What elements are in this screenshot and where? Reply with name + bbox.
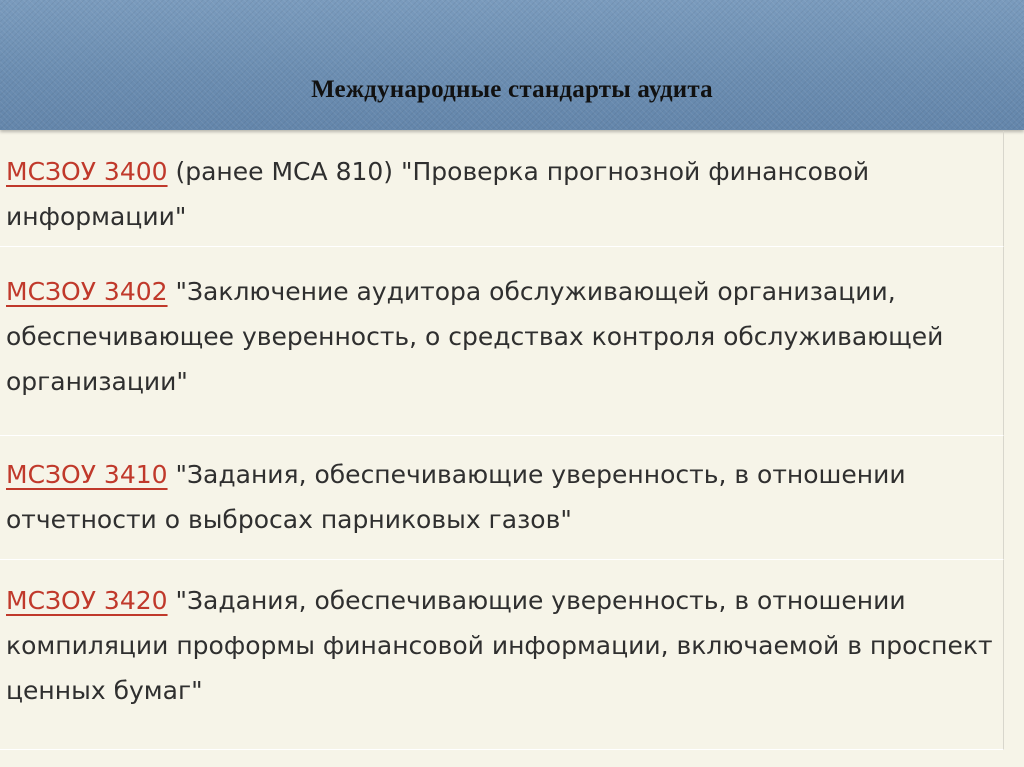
standard-description: (ранее МСА 810) "Проверка прогнозной финансовой информации"	[6, 157, 870, 231]
list-item-text	[6, 269, 993, 404]
list-item-text	[6, 578, 993, 713]
list-item-3400	[0, 131, 1004, 247]
page-title: Международные стандарты аудита	[311, 76, 713, 103]
standard-link-3400[interactable]: МСЗОУ 3400	[6, 157, 168, 186]
list-item-3420	[0, 560, 1004, 750]
standards-list	[0, 131, 1004, 750]
list-item-3410	[0, 436, 1004, 560]
header-bar	[0, 0, 1024, 130]
standard-description: "Задания, обеспечивающие уверенность, в отношении компиляции проформы финансовой информации, включаемой в проспект ценных бумаг"	[6, 586, 993, 705]
standard-description: "Задания, обеспечивающие уверенность, в отношении отчетности о выбросах парниковых газов"	[6, 460, 906, 534]
standard-link-3402[interactable]: МСЗОУ 3402	[6, 277, 168, 306]
list-item-text	[6, 149, 993, 239]
list-item-3402	[0, 247, 1004, 436]
list-item-text	[6, 452, 993, 542]
standard-link-3420[interactable]: МСЗОУ 3420	[6, 586, 168, 615]
standard-description: "Заключение аудитора обслуживающей организации, обеспечивающее уверенность, о средствах контроля обслуживающей организации"	[6, 277, 944, 396]
standard-link-3410[interactable]: МСЗОУ 3410	[6, 460, 168, 489]
